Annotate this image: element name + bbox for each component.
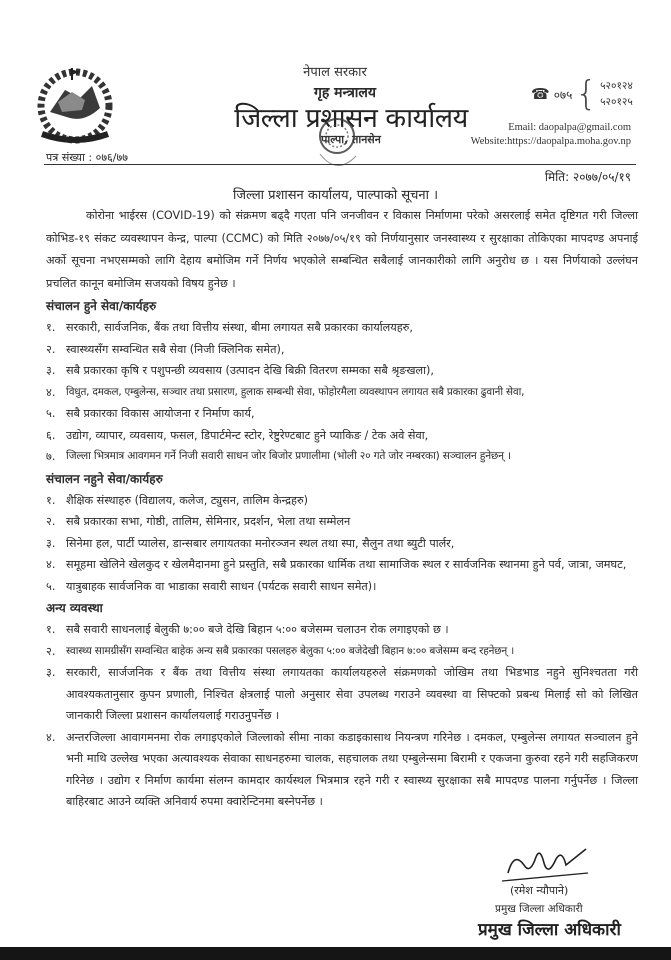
- section-heading: संचालन नहुने सेवा/कार्यहरु: [46, 471, 163, 486]
- item-text: शैक्षिक संस्थाहरु (विद्यालय, कलेज, ट्युसन, तालिम केन्द्रहरु): [66, 493, 309, 507]
- item-text: जिल्ला भित्रमात्र आवगमन गर्ने निजी सवारी साधन जोर बिजोर प्रणालीमा (भोली २० गते जोर नम्बरका) सञ्चालन हुनेछन् ।: [66, 450, 511, 462]
- list-item: [46, 554, 638, 576]
- section-other-arrangements: [46, 597, 638, 813]
- item-number: ५.: [46, 407, 56, 420]
- phone-block: [531, 74, 633, 114]
- list-item: [46, 403, 638, 425]
- item-number: ६.: [46, 428, 56, 442]
- list-item: [46, 446, 638, 468]
- section-heading: संचालन हुने सेवा/कार्यहरु: [46, 299, 157, 313]
- list-item: [46, 619, 638, 641]
- signatory-name: (रमेश न्यौपाने): [510, 884, 569, 897]
- signatory-title: प्रमुख जिल्ला अधिकारी: [495, 903, 583, 915]
- list-item: [46, 425, 638, 447]
- handwritten-signature: [500, 843, 590, 885]
- phone-number-1: ५२०१२४: [600, 80, 633, 92]
- item-text: विधुत, दमकल, एम्बुलेन्स, सञ्चार तथा प्रसारण, हुलाक सम्बन्धी सेवा, फोहोरमैला व्यवस्थापन लगायत सबै प्रकारका ढुवानी सेवा,: [66, 385, 525, 398]
- operating-services-list: [46, 317, 638, 468]
- item-number: २.: [46, 644, 56, 658]
- section-operating-services: [46, 295, 638, 468]
- office-location: पाल्पा, तानसेन: [321, 133, 381, 146]
- item-number: ३.: [46, 536, 56, 550]
- item-number: ४.: [46, 385, 56, 399]
- list-item: [46, 662, 638, 727]
- phone-number-2: ५२०१२५: [600, 96, 633, 108]
- list-item: [46, 641, 638, 663]
- item-text: समूहमा खेलिने खेलकुद र खेलमैदानमा हुने प्रस्तुति, सबै प्रकारका धार्मिक तथा सामाजिक स्थल र सार्वजनिक स्थानमा हुने पर्व, जात्रा, जमघट,: [66, 558, 627, 571]
- office-website: Website:https://daopalpa.moha.gov.np: [470, 136, 631, 147]
- other-arrangements-list: [46, 619, 638, 813]
- item-text: अन्तरजिल्ला आवागमनमा रोक लगाइएकोले जिल्लाको सीमा नाका कडाइकासाथ नियन्त्रण गरिनेछ । दमकल, एम्बुलेन्स लगायत सञ्चालन हुने भनी माथि उल्लेख भएका अत्यावश्यक सेवाका साधनहरुमा चालक, सहचालक तथा एम्बुलेन्समा बिरामी र एकजना कुरुवा रहने गरी सहजिकरण गरिनेछ । उद्योग र निर्माण कार्यमा संलग्न कामदार कार्यस्थल भित्रमात्र रहने गरी र स्वास्थ्य सुरक्षाका सबै मापदण्ड पालना गर्नुपर्नेछ । जिल्ला बाहिरबाट आउने व्यक्ति अनिवार्य रुपमा क्वारेन्टिनमा बस्नेपर्नेछ ।: [66, 730, 638, 808]
- telephone-icon: ☎: [531, 85, 550, 103]
- item-text: सबै सवारी साधनलाई बेलुकी ७:०० बजे देखि बिहान ५:०० बजेसम्म चलाउन रोक लगाइएको छ ।: [66, 623, 449, 636]
- item-text: उद्योग, व्यापार, व्यवसाय, फसल, डिपार्टमेन्ट स्टोर, रेष्टुरेण्टबाट हुने प्याकिङ / टेक अवे सेवा,: [66, 428, 429, 442]
- item-text: सरकारी, सार्जजनिक र बैंक तथा वित्तीय संस्था लगायतका कार्यालयहरुले संक्रमणको जोखिम तथा भिडभाड नहुने सुनिश्चतता गरी आवश्यकतानुसार कुपन प्रणाली, निश्चित क्षेत्रलाई पालो अनुसार सेवा उपलब्ध गराउने व्यवस्था वा सिफ्टको प्रबन्ध मिलाई सो को लिखित जानकारी जिल्ला प्रशासन कार्यालयलाई गराउनुपर्नेछ ।: [66, 666, 638, 722]
- item-number: २.: [46, 515, 56, 528]
- item-number: ३.: [46, 666, 56, 679]
- item-number: ७.: [46, 450, 56, 463]
- section-closed-services: [46, 468, 638, 598]
- item-text: सबै प्रकारका कृषि र पशुपन्छी व्यवसाय (उत्पादन देखि बिक्री वितरण सम्मका सबै श्रृङखला),: [66, 364, 434, 377]
- list-item: [46, 727, 638, 813]
- header-divider: [44, 164, 636, 165]
- list-item: [46, 382, 638, 404]
- item-number: ४.: [46, 730, 56, 744]
- signatory-designation-stamp: प्रमुख जिल्ला अधिकारी: [478, 920, 621, 940]
- list-item: [46, 490, 638, 512]
- item-number: २.: [46, 342, 56, 356]
- section-heading: अन्य व्यवस्था: [46, 601, 103, 615]
- nepal-emblem-logo: [30, 62, 120, 147]
- item-number: १.: [46, 321, 56, 334]
- closed-services-list: [46, 490, 638, 598]
- ministry-name: गृह मन्त्रालय: [313, 85, 377, 101]
- list-item: [46, 317, 638, 339]
- list-item: [46, 511, 638, 533]
- bottom-edge-bar: [0, 947, 671, 960]
- item-number: ४.: [46, 558, 56, 571]
- phone-area-code: ०७५: [553, 87, 573, 102]
- notice-title: जिल्ला प्रशासन कार्यालय, पाल्पाको सूचना ।: [232, 188, 439, 203]
- office-name: जिल्ला प्रशासन कार्यालय: [234, 103, 468, 134]
- letter-date: मिति: २०७७/०५/१९: [544, 170, 631, 184]
- item-text: सिनेमा हल, पार्टी प्यालेस, डान्सबार लगायतका मनोरञ्जन स्थल तथा स्पा, सैलुन तथा ब्युटी पार्लर,: [66, 536, 455, 550]
- item-text: सबै प्रकारका विकास आयोजना र निर्माण कार्य,: [66, 407, 255, 420]
- notice-body: [46, 205, 638, 813]
- item-text: स्वास्थ्य सामग्रीसँग सम्वन्धित बाहेक अन्य सबै प्रकारका पसलहरु बेलुका ५:०० बजेदेखी बिहान ७:०० बजेसम्म बन्द रहनेछन् ।: [66, 644, 514, 657]
- list-item: [46, 360, 638, 382]
- intro-paragraph: कोरोना भाईरस (COVID-19) को संक्रमण बढ्दै गएता पनि जनजीवन र विकास निर्माणमा परेको असरलाई समेत दृष्टिगत गरी जिल्ला कोभिड-१९ संकट व्यवस्थापन केन्द्र, पाल्पा (CCMC) को मिति २०७७/०५/१९ को निर्णयानुसार जनस्वास्थ्य र सुरक्षाका तोकिएका मापदण्ड अपनाई अर्को सूचना नभएसम्मको लागि देहाय बमोजिम गर्ने निर्णय भएकोले सम्बन्धित सबैलाई जानकारीको लागि अनुरोध छ । यस निर्णयाको उल्लंघन प्रचलित कानून बमोजिम सजयको विषय हुनेछ ।: [46, 209, 638, 290]
- item-number: ३.: [46, 364, 56, 377]
- item-text: स्वास्थ्यसँग सम्वन्धित सबै सेवा (निजी क्लिनिक समेत),: [66, 342, 285, 356]
- government-name: नेपाल सरकार: [303, 65, 367, 80]
- office-email: Email: daopalpa@gmail.com: [508, 122, 631, 133]
- reference-number: पत्र संख्या : ०७६/७७: [46, 151, 128, 164]
- item-text: सबै प्रकारका सभा, गोष्ठी, तालिम, सेमिनार, प्रदर्शन, भेला तथा सम्मेलन: [66, 515, 351, 528]
- item-text: सरकारी, सार्वजनिक, बैंक तथा वित्तीय संस्था, बीमा लगायत सबै प्रकारका कार्यालयहरु,: [66, 321, 413, 334]
- item-number: १.: [46, 623, 56, 636]
- item-number: ५.: [46, 579, 56, 593]
- list-item: [46, 576, 638, 598]
- brace-symbol: {: [575, 74, 598, 114]
- item-number: १.: [46, 493, 56, 507]
- list-item: [46, 533, 638, 555]
- item-text: यात्रुबाहक सार्वजनिक वा भाडाका सवारी साधन (पर्यटक सवारी साधन समेत)।: [66, 579, 377, 593]
- list-item: [46, 339, 638, 361]
